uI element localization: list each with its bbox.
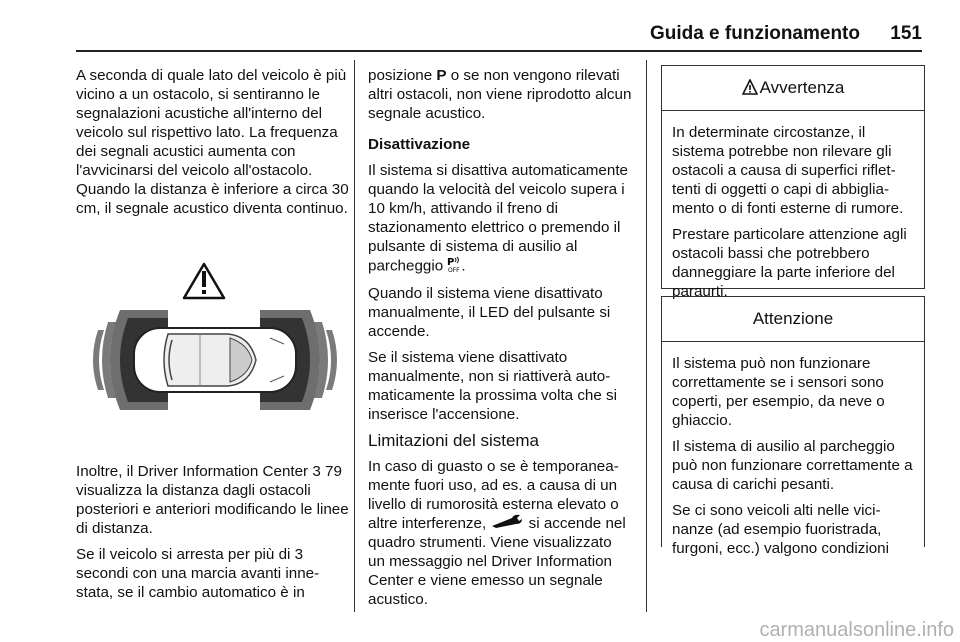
col2-p2-end: . bbox=[461, 257, 466, 275]
watermark: carmanualsonline.info bbox=[759, 619, 954, 641]
col1-paragraph-2-end: visualizza la distanza dagli ostacoli posteriori e anteriori modificando le linee di distanza. bbox=[76, 482, 349, 537]
column-2 bbox=[368, 66, 632, 616]
gear-p-label: P bbox=[436, 67, 447, 84]
wrench-icon bbox=[490, 514, 524, 533]
svg-text:P: P bbox=[447, 257, 455, 268]
column-1 bbox=[76, 66, 351, 225]
col2-paragraph-1 bbox=[368, 66, 632, 123]
caution-paragraph-1: Il sistema può non funzionare correttamente se i sensori sono coperti, per esempio, da neve o ghiaccio. bbox=[672, 355, 885, 429]
col1-paragraph-2 bbox=[76, 462, 351, 538]
col2-paragraph-2 bbox=[368, 161, 632, 277]
section-title: Guida e funzionamento bbox=[649, 23, 860, 44]
col2-paragraph-3: Quando il sistema viene disattivato manualmente, il LED del pulsante si accende. bbox=[368, 285, 611, 340]
caution-box-body bbox=[662, 342, 924, 569]
col1-paragraph-3: Se il veicolo si arresta per più di 3 secondi con una marcia avanti innestata, se il cambio automatico è in bbox=[76, 546, 320, 601]
park-assist-off-icon bbox=[447, 256, 461, 277]
warning-paragraph-2: Prestare particolare attenzione agli ostacoli bassi che potrebbero danneggiare la parte inferiore del paraurti. bbox=[672, 226, 907, 300]
caution-paragraph-3: Se ci sono veicoli alti nelle vicinanze (ad esempio fuoristrada, furgoni, ecc.) valgono condizioni bbox=[672, 502, 889, 557]
column-1-lower bbox=[76, 462, 351, 609]
parking-sensor-figure bbox=[80, 260, 350, 445]
warning-box-body bbox=[662, 111, 924, 312]
column-divider-2 bbox=[646, 60, 647, 612]
col2-p1-start: posizione bbox=[368, 67, 437, 84]
page-ref-link[interactable]: 3 79 bbox=[312, 463, 342, 480]
warning-box-title: Avvertenza bbox=[759, 78, 845, 97]
page-header bbox=[76, 16, 922, 52]
col2-p5-start: In caso di guasto o se è temporaneamente fuori uso, ad es. a causa di un livello di rumorosità esterna elevato o altre interferenze, bbox=[368, 458, 619, 532]
warning-paragraph-1: In determinate circostanze, il sistema potrebbe non rilevare gli ostacoli a causa di superfici riflettenti di oggetti o capi di abbigliamento o di fonti esterne di rumore. bbox=[672, 124, 904, 217]
col2-paragraph-4: Se il sistema viene disattivato manualmente, non si riattiverà automaticamente la prossima volta che si inserisce l'accensione. bbox=[368, 349, 618, 423]
caution-box-header bbox=[662, 297, 924, 342]
caution-box bbox=[661, 296, 925, 557]
warning-box bbox=[661, 65, 925, 300]
heading-system-limits: Limitazioni del sistema bbox=[368, 431, 540, 450]
caution-paragraph-2: Il sistema di ausilio al parcheggio può non funzionare correttamente a causa di carichi pesanti. bbox=[672, 438, 913, 493]
warning-triangle-icon bbox=[184, 264, 224, 298]
warning-triangle-icon bbox=[742, 79, 758, 95]
col2-p2-start: Il sistema si disattiva automaticamente quando la velocità del veicolo supera i 10 km/h, attivando il freno di stazionamento elettrico o premendo il pulsante di sistema di ausilio al parcheggio bbox=[368, 162, 628, 275]
car-top-view-icon bbox=[80, 260, 350, 445]
page-number: 151 bbox=[890, 23, 922, 44]
col1-paragraph-1: A seconda di quale lato del veicolo è più vicino a un ostacolo, si sentiranno le segnalazioni acustiche all'interno del veicolo sul rispettivo lato. La frequenza dei segnali acustici aumenta con l'avvicinarsi del veicolo all'ostacolo. Quando la distanza è inferiore a circa 30 cm, il segnale acustico diventa continuo. bbox=[76, 67, 349, 217]
column-divider-1 bbox=[354, 60, 355, 612]
col1-paragraph-2-start: Inoltre, il Driver Information Center bbox=[76, 463, 313, 480]
col2-p1-end: o se non vengono rilevati altri ostacoli, non viene riprodotto alcun segnale acustico. bbox=[368, 67, 632, 122]
col2-p5-end: si accende nel quadro strumenti. Viene visualizzato un messaggio nel Driver Information Center e viene emesso un segnale acustico. bbox=[368, 515, 626, 609]
col2-paragraph-5 bbox=[368, 457, 632, 609]
svg-text:OFF: OFF bbox=[448, 267, 460, 272]
subheading-deactivation: Disattivazione bbox=[368, 136, 471, 153]
caution-box-title: Attenzione bbox=[752, 309, 834, 328]
warning-box-header bbox=[662, 66, 924, 111]
